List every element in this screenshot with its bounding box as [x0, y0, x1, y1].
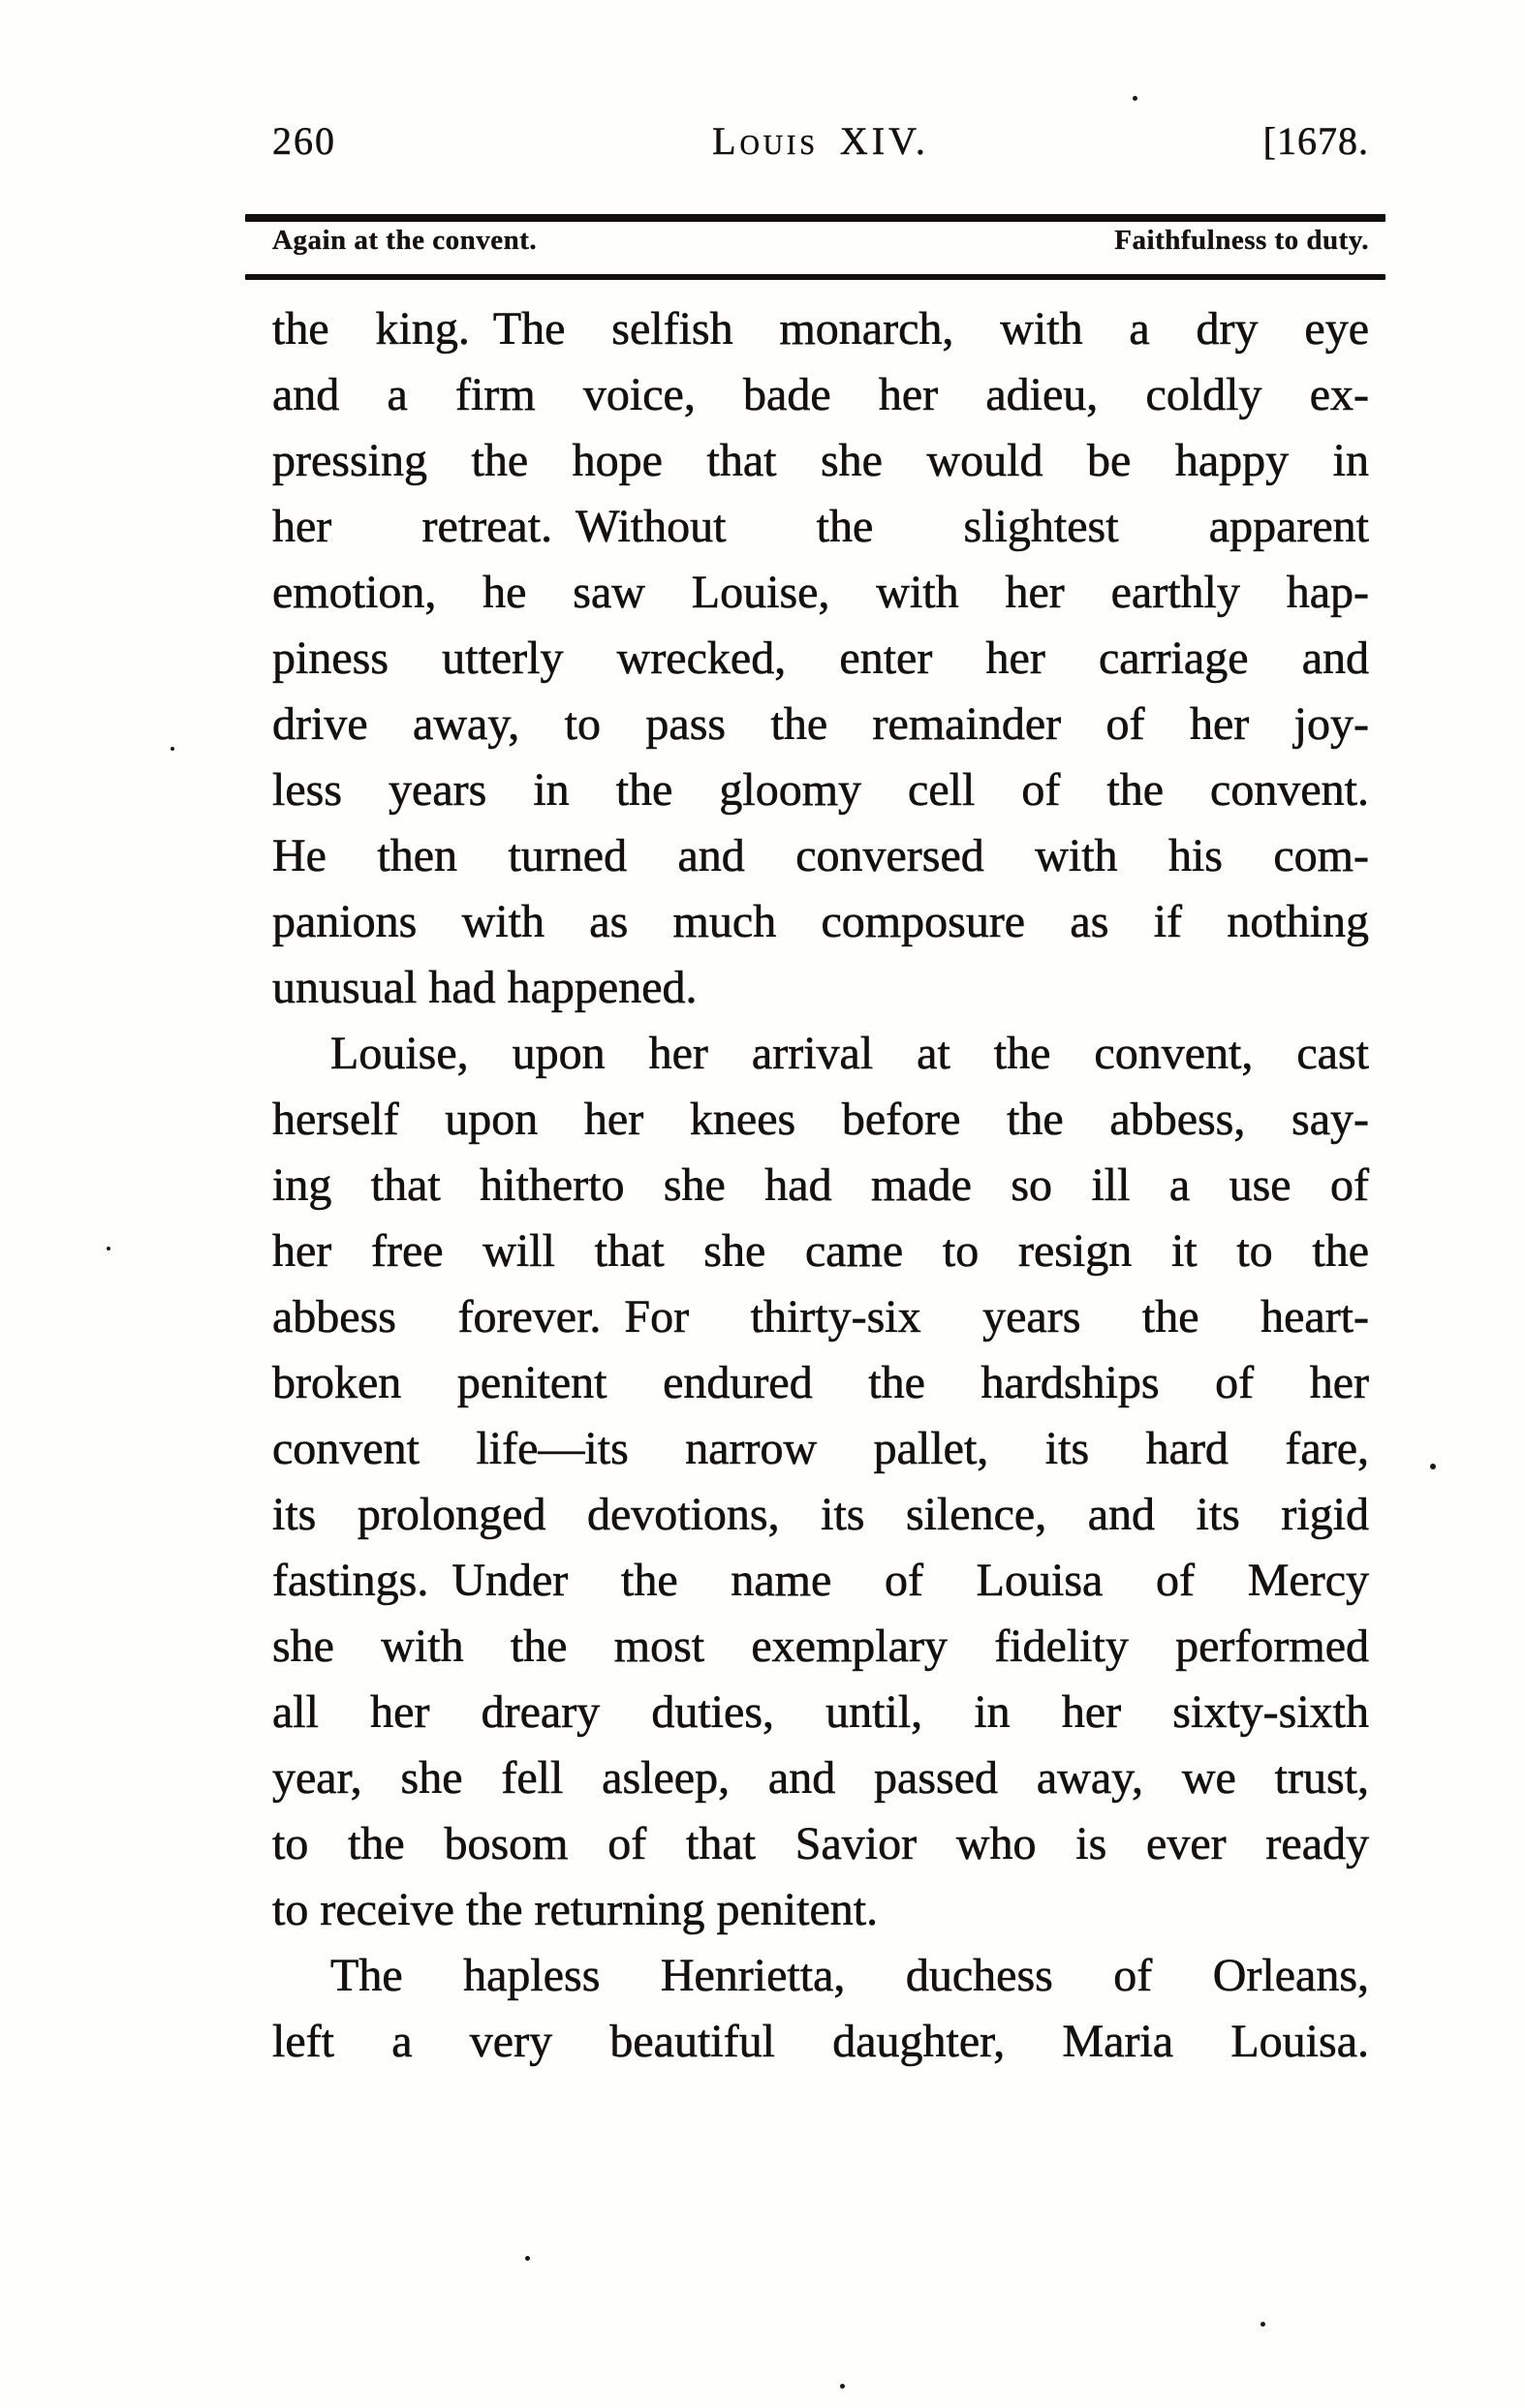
header-rule-top: [245, 214, 1385, 222]
scan-speck: [1260, 2322, 1265, 2327]
text-line: its prolonged devotions, its silence, and its rigid: [272, 1489, 1369, 1540]
text-line: convent life—its narrow pallet, its hard fare,: [272, 1423, 1369, 1474]
text-line: she with the most exemplary fidelity performed: [272, 1621, 1369, 1672]
section-left-label: Again at the convent.: [272, 225, 538, 256]
scan-speck: [107, 1247, 110, 1250]
text-line: less years in the gloomy cell of the convent.: [272, 764, 1369, 816]
text-line: the king. The selfish monarch, with a dry eye: [272, 303, 1369, 355]
text-line: year, she fell asleep, and passed away, we trust,: [272, 1752, 1369, 1804]
text-line: pressing the hope that she would be happy in: [272, 435, 1369, 486]
text-line: abbess forever. For thirty-six years the heart-: [272, 1291, 1369, 1343]
scan-speck: [525, 2256, 530, 2261]
section-header: [272, 225, 1369, 257]
scan-speck: [171, 747, 174, 751]
text-line: He then turned and conversed with his com-: [272, 830, 1369, 881]
scan-speck: [1133, 96, 1137, 101]
text-line: unusual had happened.: [272, 962, 698, 1013]
text-line: all her dreary duties, until, in her sixty-sixth: [272, 1686, 1369, 1738]
page-header: [272, 118, 1369, 164]
text-line: and a firm voice, bade her adieu, coldly ex-: [272, 369, 1369, 420]
header-rule-bottom: [245, 274, 1385, 280]
text-line: to receive the returning penitent.: [272, 1884, 879, 1935]
text-line: broken penitent endured the hardships of her: [272, 1357, 1369, 1408]
running-title: Louis XIV.: [712, 119, 929, 163]
text-line: Louise, upon her arrival at the convent, cast: [330, 1028, 1369, 1079]
text-line: drive away, to pass the remainder of her joy-: [272, 698, 1369, 750]
text-line: herself upon her knees before the abbess, say-: [272, 1094, 1369, 1145]
text-line: emotion, he saw Louise, with her earthly hap-: [272, 567, 1369, 618]
text-line: ing that hitherto she had made so ill a use of: [272, 1159, 1369, 1211]
text-line: piness utterly wrecked, enter her carriage and: [272, 633, 1369, 684]
header-date: [1678.: [1262, 119, 1369, 163]
page-number: 260: [272, 119, 336, 163]
scan-speck: [1430, 1464, 1436, 1469]
text-line: left a very beautiful daughter, Maria Louisa.: [272, 2016, 1369, 2067]
text-line: to the bosom of that Savior who is ever ready: [272, 1818, 1369, 1869]
scan-speck: [840, 2384, 845, 2389]
text-line: panions with as much composure as if nothing: [272, 896, 1369, 947]
text-line: her free will that she came to resign it to the: [272, 1225, 1369, 1277]
text-line: The hapless Henrietta, duchess of Orleans,: [330, 1950, 1369, 2001]
section-right-label: Faithfulness to duty.: [1114, 225, 1369, 256]
page-text: [272, 296, 1369, 2075]
text-line: her retreat. Without the slightest apparent: [272, 501, 1369, 552]
text-line: fastings. Under the name of Louisa of Mercy: [272, 1555, 1369, 1606]
